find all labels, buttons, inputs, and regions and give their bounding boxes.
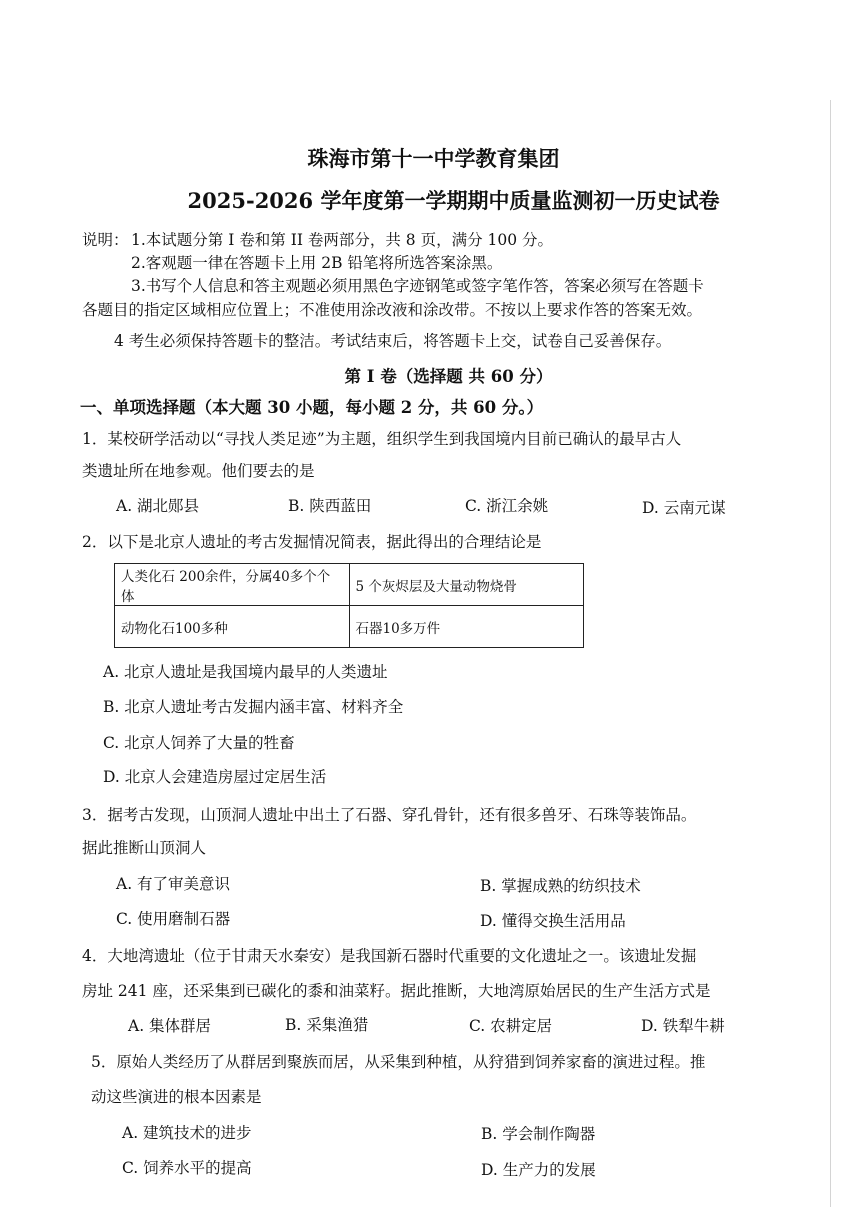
option-b: B. 掌握成熟的纺织技术 <box>480 877 641 895</box>
school-name: 珠海市第十一中学教育集团 <box>307 146 560 171</box>
question-stem: 2．以下是北京人遗址的考古发掘情况简表，据此得出的合理结论是 <box>82 533 542 551</box>
instruction-2: 2.客观题一律在答题卡上用 2B 铅笔将所选答案涂黑。 <box>131 254 503 272</box>
page-edge-line <box>830 100 831 1207</box>
table-row <box>115 564 584 606</box>
option-b: B. 采集渔猎 <box>285 1016 369 1034</box>
question-stem-cont: 类遗址所在地参观。他们要去的是 <box>82 462 315 480</box>
table-cell: 人类化石 200余件，分属40多个个体 <box>115 564 350 606</box>
option-c: C. 农耕定居 <box>469 1017 553 1035</box>
question-stem: 3．据考古发现，山顶洞人遗址中出土了石器、穿孔骨针，还有很多兽牙、石珠等装饰品。 <box>82 806 697 824</box>
option-a: A. 北京人遗址是我国境内最早的人类遗址 <box>103 663 388 681</box>
option-b: B. 陕西蓝田 <box>288 497 372 515</box>
part-title: 一、单项选择题（本大题 30 小题，每小题 2 分，共 60 分。） <box>80 398 544 417</box>
option-a: A. 建筑技术的进步 <box>122 1124 252 1142</box>
table-cell: 动物化石100多种 <box>115 606 350 648</box>
excavation-table <box>114 563 584 648</box>
option-d: D. 北京人会建造房屋过定居生活 <box>103 768 327 786</box>
option-c: C. 浙江余姚 <box>465 497 549 515</box>
option-a: A. 集体群居 <box>128 1017 212 1035</box>
question-stem: 5．原始人类经历了从群居到聚族而居，从采集到种植，从狩猎到饲养家畜的演进过程。推 <box>91 1053 706 1071</box>
instruction-1: 1.本试题分第 I 卷和第 II 卷两部分，共 8 页，满分 100 分。 <box>131 231 554 249</box>
table-cell: 5 个灰烬层及大量动物烧骨 <box>349 564 584 606</box>
instruction-3a: 3.书写个人信息和答主观题必须用黑色字迹钢笔或签字笔作答，答案必须写在答题卡 <box>131 277 704 295</box>
question-stem: 4．大地湾遗址（位于甘肃天水秦安）是我国新石器时代重要的文化遗址之一。该遗址发掘 <box>82 947 697 965</box>
table-row <box>115 606 584 648</box>
table-cell: 石器10多万件 <box>349 606 584 648</box>
option-c: C. 使用磨制石器 <box>116 910 231 928</box>
instruction-3b: 各题目的指定区域相应位置上；不准使用涂改液和涂改带。不按以上要求作答的答案无效。 <box>82 301 703 319</box>
option-d: D. 云南元谋 <box>642 499 726 517</box>
option-d: D. 铁犁牛耕 <box>641 1017 725 1035</box>
question-stem-cont: 动这些演进的根本因素是 <box>91 1088 262 1106</box>
question-stem: 1．某校研学活动以“寻找人类足迹”为主题，组织学生到我国境内目前已确认的最早古人 <box>82 430 682 448</box>
exam-title: 2025-2026 学年度第一学期期中质量监测初一历史试卷 <box>187 188 720 213</box>
option-c: C. 饲养水平的提高 <box>122 1159 252 1177</box>
option-b: B. 北京人遗址考古发掘内涵丰富、材料齐全 <box>103 698 404 716</box>
instructions-label: 说明： <box>82 231 129 249</box>
option-a: A. 湖北郧县 <box>116 497 200 515</box>
option-b: B. 学会制作陶器 <box>481 1125 596 1143</box>
question-stem-cont: 房址 241 座，还采集到已碳化的黍和油菜籽。据此推断，大地湾原始居民的生产生活方式是 <box>82 982 711 1000</box>
question-stem-cont: 据此推断山顶洞人 <box>82 839 207 857</box>
option-a: A. 有了审美意识 <box>116 875 231 893</box>
instruction-4: 4 考生必须保持答题卡的整洁。考试结束后，将答题卡上交，试卷自己妥善保存。 <box>114 332 672 350</box>
option-d: D. 生产力的发展 <box>481 1161 596 1179</box>
section-title: 第 I 卷（选择题 共 60 分） <box>344 367 553 386</box>
option-c: C. 北京人饲养了大量的牲畜 <box>103 734 295 752</box>
option-d: D. 懂得交换生活用品 <box>480 912 626 930</box>
